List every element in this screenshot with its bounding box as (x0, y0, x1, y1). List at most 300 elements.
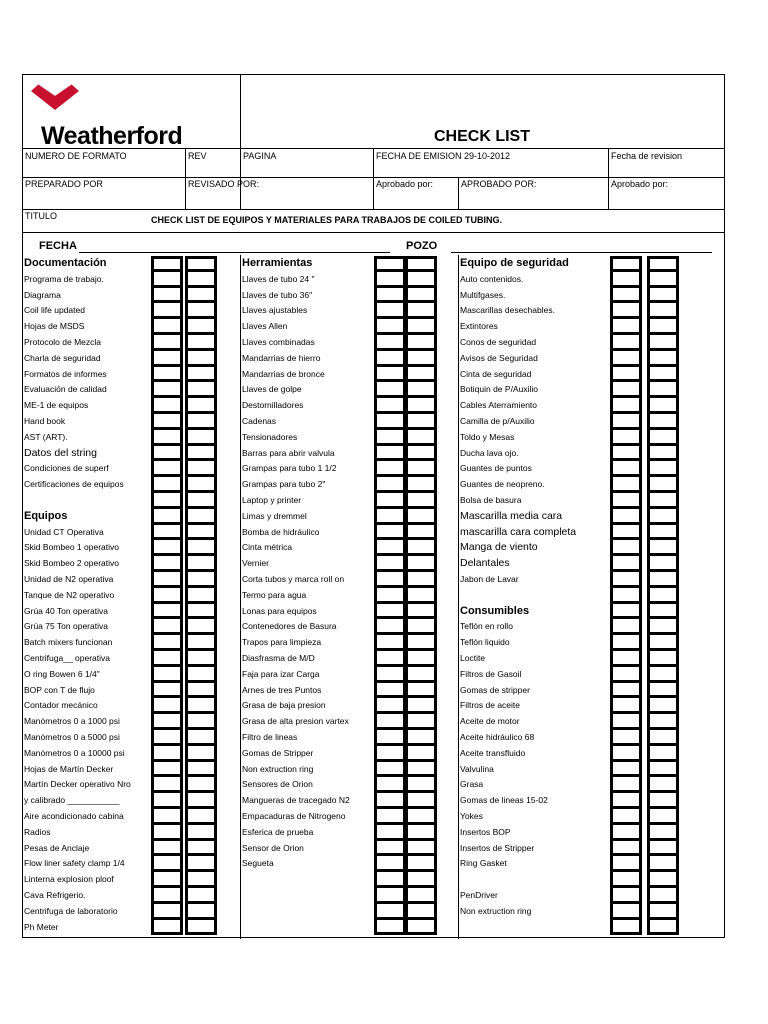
checklist-checkbox[interactable] (151, 351, 183, 367)
checklist-checkbox[interactable] (647, 698, 679, 714)
checklist-checkbox[interactable] (405, 540, 437, 556)
checklist-checkbox[interactable] (374, 367, 406, 383)
divider (458, 177, 459, 209)
checklist-checkbox[interactable] (374, 793, 406, 809)
checklist-checkbox[interactable] (405, 777, 437, 793)
checklist-checkbox[interactable] (647, 635, 679, 651)
checklist-checkbox[interactable] (185, 303, 217, 319)
checklist-checkbox[interactable] (647, 509, 679, 525)
checklist-checkbox[interactable] (185, 651, 217, 667)
checklist-item-label: Valvulina (460, 763, 494, 774)
checklist-checkbox[interactable] (647, 777, 679, 793)
checklist-checkbox[interactable] (405, 635, 437, 651)
checklist-checkbox[interactable] (151, 651, 183, 667)
checklist-checkbox[interactable] (405, 272, 437, 288)
checklist-checkbox[interactable] (647, 398, 679, 414)
checklist-checkbox[interactable] (405, 351, 437, 367)
checklist-checkbox[interactable] (374, 746, 406, 762)
checklist-checkbox[interactable] (374, 414, 406, 430)
checklist-checkbox[interactable] (374, 619, 406, 635)
checklist-checkbox[interactable] (185, 414, 217, 430)
checklist-checkbox[interactable] (185, 683, 217, 699)
checklist-checkbox[interactable] (374, 446, 406, 462)
checklist-checkbox[interactable] (610, 714, 642, 730)
checklist-checkbox[interactable] (610, 272, 642, 288)
checklist-checkbox[interactable] (405, 619, 437, 635)
checklist-checkbox[interactable] (405, 335, 437, 351)
checklist-checkbox[interactable] (647, 556, 679, 572)
checklist-checkbox[interactable] (185, 398, 217, 414)
checklist-checkbox[interactable] (151, 667, 183, 683)
checklist-checkbox[interactable] (185, 888, 217, 904)
checklist-checkbox[interactable] (610, 730, 642, 746)
checklist-checkbox[interactable] (405, 572, 437, 588)
checklist-checkbox[interactable] (610, 746, 642, 762)
checklist-checkbox[interactable] (610, 540, 642, 556)
checklist-checkbox[interactable] (405, 683, 437, 699)
checklist-item-label: Herramientas (242, 257, 313, 269)
checklist-checkbox[interactable] (151, 856, 183, 872)
checklist-checkbox[interactable] (151, 762, 183, 778)
checklist-checkbox[interactable] (405, 303, 437, 319)
checklist-checkbox[interactable] (610, 793, 642, 809)
pagina-label: PAGINA (243, 151, 277, 161)
checklist-checkbox[interactable] (647, 888, 679, 904)
checklist-checkbox[interactable] (374, 477, 406, 493)
checklist-checkbox[interactable] (151, 303, 183, 319)
checklist-checkbox[interactable] (610, 288, 642, 304)
checklist-checkbox[interactable] (647, 256, 679, 272)
checklist-checkbox[interactable] (374, 920, 406, 936)
checklist-checkbox[interactable] (185, 351, 217, 367)
checklist-item-label: Delantales (460, 557, 510, 570)
checklist-checkbox[interactable] (610, 762, 642, 778)
checklist-checkbox[interactable] (647, 793, 679, 809)
checklist-checkbox[interactable] (374, 272, 406, 288)
checklist-checkbox[interactable] (647, 667, 679, 683)
checklist-checkbox[interactable] (405, 698, 437, 714)
checklist-checkbox[interactable] (374, 841, 406, 857)
checklist-checkbox[interactable] (151, 604, 183, 620)
checklist-checkbox[interactable] (185, 856, 217, 872)
checklist-checkbox[interactable] (405, 382, 437, 398)
checklist-checkbox[interactable] (151, 904, 183, 920)
checklist-item-label: Unidad de N2 operativa (24, 574, 114, 584)
checklist-checkbox[interactable] (151, 382, 183, 398)
checklist-checkbox[interactable] (185, 382, 217, 398)
checklist-checkbox[interactable] (151, 572, 183, 588)
checklist-checkbox[interactable] (405, 793, 437, 809)
checklist-checkbox[interactable] (405, 888, 437, 904)
checklist-checkbox[interactable] (405, 825, 437, 841)
checklist-checkbox[interactable] (647, 461, 679, 477)
checklist-checkbox[interactable] (374, 556, 406, 572)
checklist-checkbox[interactable] (374, 493, 406, 509)
checklist-checkbox[interactable] (405, 461, 437, 477)
checklist-item-label: Limas y dremmel (242, 510, 307, 521)
checklist-checkbox[interactable] (151, 493, 183, 509)
checklist-checkbox[interactable] (405, 367, 437, 383)
checklist-checkbox[interactable] (647, 335, 679, 351)
checklist-checkbox[interactable] (374, 588, 406, 604)
checklist-checkbox[interactable] (185, 809, 217, 825)
checklist-checkbox[interactable] (151, 777, 183, 793)
checklist-checkbox[interactable] (185, 793, 217, 809)
checklist-checkbox[interactable] (374, 730, 406, 746)
checklist-item-label (460, 588, 608, 604)
checklist-checkbox[interactable] (610, 888, 642, 904)
checklist-checkbox[interactable] (647, 746, 679, 762)
fecha-field[interactable] (79, 252, 390, 253)
checklist-checkbox[interactable] (374, 698, 406, 714)
checklist-item-label: Cables Aterramiento (460, 400, 538, 411)
checklist-checkbox[interactable] (610, 825, 642, 841)
checklist-checkbox[interactable] (185, 493, 217, 509)
checklist-checkbox[interactable] (374, 351, 406, 367)
checklist-checkbox[interactable] (151, 430, 183, 446)
checklist-checkbox[interactable] (405, 430, 437, 446)
checklist-checkbox[interactable] (610, 367, 642, 383)
checklist-checkbox[interactable] (405, 398, 437, 414)
checklist-checkbox[interactable] (405, 809, 437, 825)
checklist-checkbox[interactable] (610, 382, 642, 398)
checklist-checkbox[interactable] (647, 382, 679, 398)
checklist-item-label: Conos de seguridad (460, 337, 537, 347)
checklist-checkbox[interactable] (185, 509, 217, 525)
checklist-checkbox[interactable] (374, 888, 406, 904)
checklist-item-label: Mascarilla media cara (460, 509, 563, 522)
checklist-checkbox[interactable] (405, 525, 437, 541)
checklist-checkbox[interactable] (647, 572, 679, 588)
checklist-checkbox[interactable] (610, 651, 642, 667)
checklist-checkbox[interactable] (374, 667, 406, 683)
checklist-checkbox[interactable] (374, 303, 406, 319)
checklist-checkbox[interactable] (151, 730, 183, 746)
checklist-checkbox[interactable] (405, 556, 437, 572)
aprobado-por-label: Aprobado por: (611, 179, 669, 189)
checklist-checkbox[interactable] (405, 288, 437, 304)
checklist-checkbox[interactable] (647, 525, 679, 541)
checklist-checkbox[interactable] (405, 651, 437, 667)
checklist-checkbox[interactable] (610, 841, 642, 857)
checklist-checkbox[interactable] (151, 556, 183, 572)
checklist-checkbox[interactable] (374, 904, 406, 920)
checklist-checkbox[interactable] (151, 335, 183, 351)
checklist-checkbox[interactable] (374, 604, 406, 620)
checklist-checkbox[interactable] (151, 619, 183, 635)
checklist-item-label: Mascarillas desechables. (460, 305, 555, 316)
checklist-checkbox[interactable] (405, 746, 437, 762)
checklist-checkbox[interactable] (405, 841, 437, 857)
checklist-checkbox[interactable] (374, 461, 406, 477)
checklist-checkbox[interactable] (185, 272, 217, 288)
checklist-checkbox[interactable] (185, 588, 217, 604)
checklist-checkbox[interactable] (151, 746, 183, 762)
checklist-checkbox[interactable] (151, 367, 183, 383)
checklist-checkbox[interactable] (185, 319, 217, 335)
checklist-checkbox[interactable] (405, 730, 437, 746)
checklist-item-label: Cadenas (242, 416, 277, 426)
checklist-checkbox[interactable] (185, 872, 217, 888)
checklist-checkbox[interactable] (647, 714, 679, 730)
checklist-checkbox[interactable] (185, 698, 217, 714)
checklist-checkbox[interactable] (405, 509, 437, 525)
checklist-checkbox[interactable] (647, 588, 679, 604)
checklist-checkbox[interactable] (610, 509, 642, 525)
checklist-checkbox[interactable] (405, 319, 437, 335)
checklist-checkbox[interactable] (374, 856, 406, 872)
checklist-checkbox[interactable] (374, 335, 406, 351)
checklist-checkbox[interactable] (405, 872, 437, 888)
checklist-item-label: Protocolo de Mezcla (24, 337, 102, 347)
checklist-checkbox[interactable] (151, 793, 183, 809)
checklist-checkbox[interactable] (151, 272, 183, 288)
checklist-checkbox[interactable] (610, 683, 642, 699)
checklist-checkbox[interactable] (374, 256, 406, 272)
pozo-field[interactable] (451, 252, 712, 253)
checklist-checkbox[interactable] (610, 572, 642, 588)
checklist-checkbox[interactable] (647, 430, 679, 446)
checklist-checkbox[interactable] (647, 762, 679, 778)
checklist-checkbox[interactable] (185, 461, 217, 477)
checklist-checkbox[interactable] (185, 841, 217, 857)
checklist-checkbox[interactable] (185, 335, 217, 351)
checklist-checkbox[interactable] (374, 382, 406, 398)
checklist-checkbox[interactable] (185, 540, 217, 556)
checklist-checkbox[interactable] (405, 256, 437, 272)
checklist-checkbox[interactable] (151, 635, 183, 651)
checklist-checkbox[interactable] (151, 477, 183, 493)
checklist-item-label: Llaves Allen (242, 321, 288, 332)
checklist-checkbox[interactable] (185, 825, 217, 841)
checklist-checkbox[interactable] (151, 920, 183, 936)
checklist-item-label: Centrifuga__ operativa (24, 653, 111, 663)
checklist-item-label: Gomas de Stripper (242, 747, 314, 758)
checklist-item-label: Insertos de Stripper (460, 842, 535, 853)
checklist-checkbox[interactable] (151, 698, 183, 714)
checklist-checkbox[interactable] (610, 525, 642, 541)
checklist-checkbox[interactable] (610, 856, 642, 872)
checklist-checkbox[interactable] (151, 588, 183, 604)
checklist-checkbox[interactable] (374, 762, 406, 778)
checklist-item-label: BOP con T de flujo (24, 684, 95, 695)
checklist-checkbox[interactable] (374, 319, 406, 335)
checklist-checkbox[interactable] (151, 683, 183, 699)
checklist-checkbox[interactable] (151, 888, 183, 904)
checklist-checkbox[interactable] (647, 872, 679, 888)
checklist-checkbox[interactable] (405, 414, 437, 430)
checklist-checkbox[interactable] (151, 872, 183, 888)
checklist-checkbox[interactable] (610, 461, 642, 477)
checklist-checkbox[interactable] (185, 730, 217, 746)
checklist-checkbox[interactable] (610, 904, 642, 920)
weatherford-logo-icon (30, 83, 80, 111)
checklist-checkbox[interactable] (610, 446, 642, 462)
checklist-item-label: Tensionadores (242, 431, 298, 442)
checklist-checkbox[interactable] (185, 367, 217, 383)
checklist-item-label (24, 493, 149, 509)
checklist-checkbox[interactable] (151, 841, 183, 857)
checklist-checkbox[interactable] (405, 477, 437, 493)
checklist-checkbox[interactable] (610, 398, 642, 414)
checklist-checkbox[interactable] (185, 572, 217, 588)
checklist-checkbox[interactable] (610, 414, 642, 430)
checklist-checkbox[interactable] (374, 714, 406, 730)
checklist-checkbox[interactable] (610, 256, 642, 272)
checklist-checkbox[interactable] (610, 588, 642, 604)
checklist-checkbox[interactable] (647, 351, 679, 367)
checklist-item-label: Ph Meter (24, 921, 59, 932)
brand-name: Weatherford (41, 122, 183, 150)
checklist-checkbox[interactable] (185, 635, 217, 651)
checklist-checkbox[interactable] (610, 619, 642, 635)
checklist-checkbox[interactable] (151, 256, 183, 272)
checklist-checkbox[interactable] (185, 556, 217, 572)
checklist-item-label: Batch mixers funcionan (24, 637, 113, 648)
checklist-checkbox[interactable] (610, 604, 642, 620)
checklist-checkbox[interactable] (151, 509, 183, 525)
checklist-checkbox[interactable] (647, 809, 679, 825)
checklist-checkbox[interactable] (610, 667, 642, 683)
checklist-checkbox[interactable] (151, 714, 183, 730)
checklist-checkbox[interactable] (185, 667, 217, 683)
checklist-checkbox[interactable] (374, 872, 406, 888)
checklist-checkbox[interactable] (374, 430, 406, 446)
checklist-checkbox[interactable] (647, 319, 679, 335)
checklist-checkbox[interactable] (374, 509, 406, 525)
checklist-checkbox[interactable] (647, 540, 679, 556)
checklist-checkbox[interactable] (374, 572, 406, 588)
checklist-checkbox[interactable] (647, 414, 679, 430)
checklist-item-label: Extintores (460, 321, 498, 332)
checklist-checkbox[interactable] (647, 272, 679, 288)
checklist-checkbox[interactable] (185, 604, 217, 620)
checklist-checkbox[interactable] (647, 477, 679, 493)
checklist-checkbox[interactable] (185, 920, 217, 936)
checklist-checkbox[interactable] (405, 762, 437, 778)
checklist-checkbox[interactable] (610, 777, 642, 793)
checklist-checkbox[interactable] (610, 319, 642, 335)
checklist-item-label: Aceite de motor (460, 716, 520, 727)
checklist-item-label: Camilla de p/Auxilio (460, 416, 535, 426)
divider (185, 148, 186, 209)
checklist-checkbox[interactable] (374, 540, 406, 556)
checklist-checkbox[interactable] (610, 809, 642, 825)
checklist-checkbox[interactable] (185, 525, 217, 541)
checklist-checkbox[interactable] (151, 809, 183, 825)
checklist-checkbox[interactable] (405, 588, 437, 604)
checklist-checkbox[interactable] (647, 904, 679, 920)
checklist-checkbox[interactable] (185, 904, 217, 920)
checklist-checkbox[interactable] (647, 825, 679, 841)
checklist-checkbox[interactable] (374, 635, 406, 651)
checklist-checkbox[interactable] (151, 319, 183, 335)
checklist-item-label: Barras para abrir valvula (242, 447, 335, 458)
checklist-checkbox[interactable] (647, 367, 679, 383)
checklist-checkbox[interactable] (405, 446, 437, 462)
checklist-checkbox[interactable] (647, 730, 679, 746)
checklist-checkbox[interactable] (647, 920, 679, 936)
checklist-checkbox[interactable] (405, 856, 437, 872)
checklist-checkbox[interactable] (647, 604, 679, 620)
checklist-checkbox[interactable] (374, 288, 406, 304)
checklist-item-label: Gomas de stripper (460, 684, 530, 695)
checklist-item-label: Hojas de Martín Decker (24, 763, 114, 774)
checklist-checkbox[interactable] (647, 446, 679, 462)
checklist-item-label: Ring Gasket (460, 858, 507, 869)
checklist-checkbox[interactable] (610, 303, 642, 319)
checklist-checkbox[interactable] (151, 446, 183, 462)
checklist-checkbox[interactable] (374, 809, 406, 825)
checklist-item-label: Ducha lava ojo. (460, 447, 519, 458)
checklist-item-label: Centrifuga de laboratorio (24, 905, 118, 916)
checklist-checkbox[interactable] (610, 477, 642, 493)
checklist-checkbox[interactable] (647, 303, 679, 319)
checklist-checkbox[interactable] (151, 414, 183, 430)
checklist-checkbox[interactable] (405, 714, 437, 730)
checklist-checkbox[interactable] (610, 698, 642, 714)
checklist-checkbox[interactable] (647, 683, 679, 699)
checklist-checkbox[interactable] (151, 825, 183, 841)
checklist-checkbox[interactable] (374, 651, 406, 667)
checklist-checkbox[interactable] (610, 493, 642, 509)
checklist-checkbox[interactable] (185, 714, 217, 730)
checklist-checkbox[interactable] (185, 430, 217, 446)
checklist-checkbox[interactable] (647, 493, 679, 509)
checklist-checkbox[interactable] (185, 762, 217, 778)
checklist-checkbox[interactable] (151, 525, 183, 541)
checklist-checkbox[interactable] (374, 777, 406, 793)
checklist-checkbox[interactable] (151, 540, 183, 556)
checklist-checkbox[interactable] (374, 398, 406, 414)
checklist-item-label: Guantes de neopreno. (460, 479, 545, 490)
checklist-checkbox[interactable] (610, 920, 642, 936)
checklist-checkbox[interactable] (185, 477, 217, 493)
checklist-checkbox[interactable] (151, 461, 183, 477)
checklist-checkbox[interactable] (647, 619, 679, 635)
checklist-checkbox[interactable] (405, 493, 437, 509)
checklist-checkbox[interactable] (610, 635, 642, 651)
checklist-checkbox[interactable] (647, 856, 679, 872)
checklist-checkbox[interactable] (647, 288, 679, 304)
checklist-checkbox[interactable] (185, 746, 217, 762)
checklist-checkbox[interactable] (185, 288, 217, 304)
checklist-checkbox[interactable] (610, 556, 642, 572)
checklist-checkbox[interactable] (374, 683, 406, 699)
checklist-checkbox[interactable] (610, 335, 642, 351)
titulo-value: CHECK LIST DE EQUIPOS Y MATERIALES PARA TRABAJOS DE COILED TUBING. (151, 215, 503, 225)
checklist-checkbox[interactable] (374, 825, 406, 841)
checklist-item-label: Filtro de lineas (242, 732, 298, 742)
checklist-checkbox[interactable] (647, 651, 679, 667)
checklist-checkbox[interactable] (374, 525, 406, 541)
checklist-checkbox[interactable] (405, 667, 437, 683)
checklist-checkbox[interactable] (610, 872, 642, 888)
checklist-checkbox[interactable] (405, 920, 437, 936)
checklist-checkbox[interactable] (405, 904, 437, 920)
checklist-checkbox[interactable] (185, 446, 217, 462)
checklist-checkbox[interactable] (185, 256, 217, 272)
checklist-checkbox[interactable] (647, 841, 679, 857)
checklist-checkbox[interactable] (185, 619, 217, 635)
checklist-checkbox[interactable] (610, 351, 642, 367)
checklist-checkbox[interactable] (610, 430, 642, 446)
checklist-checkbox[interactable] (185, 777, 217, 793)
checklist-checkbox[interactable] (405, 604, 437, 620)
checklist-item-label: O ring Bowen 6 1/4" (24, 668, 100, 679)
checklist-checkbox[interactable] (151, 398, 183, 414)
checklist-checkbox[interactable] (151, 288, 183, 304)
